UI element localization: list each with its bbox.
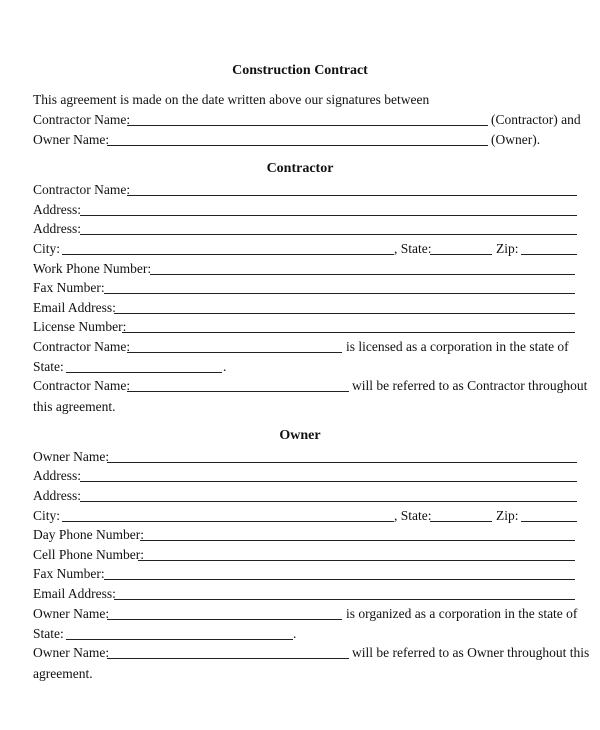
owner-email-field[interactable] (114, 599, 575, 600)
intro-contractor-label: Contractor Name: (33, 112, 131, 127)
contractor-license-field[interactable] (122, 332, 575, 333)
intro-line: This agreement is made on the date written above our signatures between (33, 92, 430, 107)
owner-corp-label: Owner Name: (33, 606, 110, 621)
contractor-license-label: License Number: (33, 319, 127, 334)
contractor-fax-label: Fax Number: (33, 280, 105, 295)
contractor-state-line-label: State: (33, 359, 64, 374)
contractor-state-label: , State: (394, 241, 432, 256)
contractor-work-phone-label: Work Phone Number: (33, 261, 152, 276)
owner-name-field[interactable] (107, 462, 577, 463)
intro-owner-field[interactable] (107, 145, 488, 146)
owner-heading: Owner (279, 428, 321, 443)
owner-city-field[interactable] (62, 521, 394, 522)
intro-contractor-field[interactable] (127, 125, 488, 126)
contractor-closing: this agreement. (33, 399, 116, 414)
contractor-city-label: City: (33, 241, 61, 256)
owner-address1-label: Address: (33, 468, 81, 483)
owner-city-label: City: (33, 508, 61, 523)
contractor-address1-field[interactable] (80, 215, 577, 216)
owner-zip-label: Zip: (496, 508, 519, 523)
owner-name-label: Owner Name: (33, 449, 110, 464)
intro-owner-label: Owner Name: (33, 132, 110, 147)
owner-state-label: , State: (394, 508, 432, 523)
intro-owner-suffix: (Owner). (491, 132, 541, 147)
contractor-name-label: Contractor Name: (33, 182, 131, 197)
contractor-heading: Contractor (266, 161, 334, 176)
owner-closing: agreement. (33, 666, 93, 681)
contractor-address2-field[interactable] (80, 234, 577, 235)
contractor-work-phone-field[interactable] (150, 274, 575, 275)
contractor-referred-label: Contractor Name: (33, 378, 131, 393)
owner-cell-phone-label: Cell Phone Number: (33, 547, 144, 562)
owner-referred-field[interactable] (107, 658, 349, 659)
owner-corp-field[interactable] (107, 619, 342, 620)
contractor-corp-text: is licensed as a corporation in the state of (346, 339, 569, 354)
owner-corp-text: is organized as a corporation in the state of (346, 606, 578, 621)
owner-state-line-end: . (293, 626, 297, 641)
owner-email-label: Email Address: (33, 586, 116, 601)
owner-address2-label: Address: (33, 488, 81, 503)
contractor-city-field[interactable] (62, 254, 394, 255)
contractor-address2-label: Address: (33, 221, 81, 236)
owner-fax-field[interactable] (104, 579, 575, 580)
contractor-state-line-field[interactable] (66, 372, 222, 373)
owner-fax-label: Fax Number: (33, 566, 105, 581)
contractor-fax-field[interactable] (104, 293, 575, 294)
contractor-email-field[interactable] (114, 313, 575, 314)
owner-referred-text: will be referred to as Owner throughout this (352, 645, 590, 660)
owner-address2-field[interactable] (80, 501, 577, 502)
contractor-name-field[interactable] (127, 195, 577, 196)
owner-state-line-label: State: (33, 626, 64, 641)
owner-day-phone-label: Day Phone Number: (33, 527, 144, 542)
contractor-zip-field[interactable] (521, 254, 577, 255)
contractor-zip-label: Zip: (496, 241, 519, 256)
contractor-referred-field[interactable] (127, 391, 349, 392)
contractor-email-label: Email Address: (33, 300, 116, 315)
contractor-state-line-end: . (223, 359, 227, 374)
intro-contractor-suffix: (Contractor) and (491, 112, 581, 127)
contractor-state-field[interactable] (430, 254, 492, 255)
document-title: Construction Contract (232, 63, 368, 78)
owner-cell-phone-field[interactable] (138, 560, 575, 561)
contractor-referred-text: will be referred to as Contractor throughout (352, 378, 588, 393)
contractor-corp-label: Contractor Name: (33, 339, 131, 354)
owner-address1-field[interactable] (80, 481, 577, 482)
owner-state-field[interactable] (430, 521, 492, 522)
contractor-corp-field[interactable] (127, 352, 342, 353)
owner-referred-label: Owner Name: (33, 645, 110, 660)
contractor-address1-label: Address: (33, 202, 81, 217)
owner-day-phone-field[interactable] (140, 540, 575, 541)
owner-zip-field[interactable] (521, 521, 577, 522)
owner-state-line-field[interactable] (66, 639, 293, 640)
